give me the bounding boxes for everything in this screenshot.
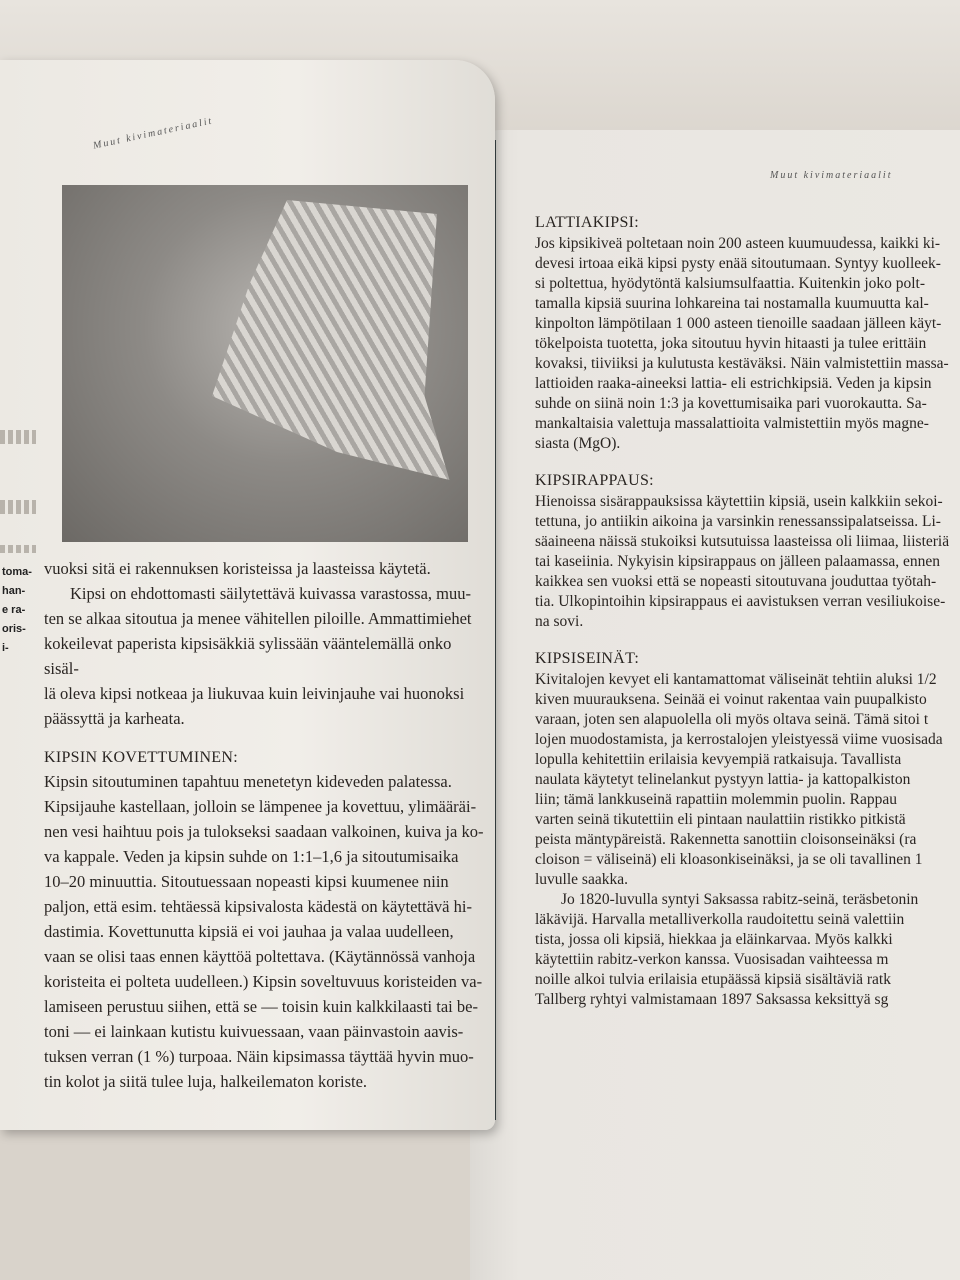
paragraph-line: naulata käytetyt telinelankut pystyyn lattia- ja kattopalkiston <box>535 771 911 788</box>
paragraph-line: vaan se olisi taas ennen käyttöä poltettava. (Käytännössä vanhoja <box>44 947 476 966</box>
paragraph-line: na sovi. <box>535 613 584 630</box>
paragraph-line: Kipsi on ehdottomasti säilytettävä kuivassa varastossa, muu- <box>70 584 471 603</box>
margin-fragment: e ra- <box>2 604 26 616</box>
paragraph-line: paljon, että esim. tehtäessä kipsivalosta kädestä on käytettävä hi- <box>44 897 472 916</box>
ornament-border <box>0 430 36 444</box>
paragraph-line: lojen muodostamista, ja kerrostalojen yleistyessä viime vuosisada <box>535 731 943 748</box>
paragraph-line: va kappale. Veden ja kipsin suhde on 1:1–1,6 ja sitoutumisaika <box>44 847 459 866</box>
plaster-fragment-image <box>212 200 462 480</box>
section-heading: KIPSISEINÄT: <box>535 650 640 667</box>
paragraph-line: kiven muurauksena. Seinää ei voinut rakentaa vain puupalkisto <box>535 691 927 708</box>
paragraph-line: Kipsin sitoutuminen tapahtuu menetetyn kideveden palatessa. <box>44 772 452 791</box>
paragraph-line: Tallberg ryhtyi valmistamaan 1897 Saksassa keksittyä sg <box>535 991 889 1008</box>
paragraph-line: lamiseen perustuu siihen, että se — toisin kuin kalkkilaasti tai be- <box>44 997 478 1016</box>
paragraph-line: tuksen verran (1 %) turpoaa. Näin kipsimassa täyttää hyvin muo- <box>44 1047 474 1066</box>
paragraph-line: si poltettua, hyödytöntä kalsiumsulfaattia. Kuitenkin joko polt- <box>535 275 926 292</box>
paragraph-line: luvulle saakka. <box>535 871 628 888</box>
right-page-text <box>535 212 953 1010</box>
paragraph-line: tista, jossa oli kipsiä, hiekkaa ja eläinkarvaa. Myös kalkki <box>535 931 893 948</box>
ornament-border <box>0 545 36 553</box>
paragraph-line: kokeilevat paperista kipsisäkkiä sylissään vääntelemällä onko sisäl- <box>44 634 452 678</box>
paragraph-line: käytettiin rabitz-verkon kanssa. Vuosisadan vaihteessa m <box>535 951 889 968</box>
paragraph-line: 10–20 minuuttia. Sitoutuessaan nopeasti kipsi kuumenee niin <box>44 872 449 891</box>
paragraph-line: mankaltaisia valettuja massalattioita valmistettiin myös magne- <box>535 415 929 432</box>
section-heading: LATTIAKIPSI: <box>535 214 640 231</box>
margin-fragment: oris- <box>2 623 26 635</box>
paragraph-line: kaikkea sen vuoksi että se nopeasti sitoutuvana jouduttaa työtah- <box>535 573 937 590</box>
paragraph-line: Jo 1820-luvulla syntyi Saksassa rabitz-seinä, teräsbetonin <box>561 891 919 908</box>
left-page-text <box>44 556 484 1094</box>
paragraph-line: cloison = väliseinä) eli kloasonkiseinäksi, ja se oli tavallinen 1 <box>535 851 923 868</box>
margin-fragment: toma- <box>2 566 32 578</box>
paragraph-line: Hienoissa sisärappauksissa käytettiin kipsiä, usein kalkkiin sekoi- <box>535 493 943 510</box>
paragraph-line: Kivitalojen kevyet eli kantamattomat väliseinät tehtiin aluksi 1/2 <box>535 671 937 688</box>
paragraph-line: noille alkoi tulvia erilaisia etupäässä kipsiä sisältäviä ratk <box>535 971 891 988</box>
paragraph-line: tai kaseiinia. Nykyisin kipsirappaus on jälleen palaamassa, ennen <box>535 553 941 570</box>
paragraph-line: päässyttä ja karheata. <box>44 709 185 728</box>
paragraph-line: suhde on siinä noin 1:3 ja kovettumisaika pari vuorokautta. Sa- <box>535 395 927 412</box>
paragraph-line: Jos kipsikiveä poltetaan noin 200 asteen kuumuudessa, kaikki ki- <box>535 235 941 252</box>
paragraph-line: tettuna, jo antiikin aikoina ja varsinkin renessanssipalatseissa. Li- <box>535 513 941 530</box>
paragraph-line: tia. Ulkopintoihin kipsirappaus ei aavistuksen verran vesiliukoise- <box>535 593 946 610</box>
paragraph-line: vuoksi sitä ei rakennuksen koristeissa ja laasteissa käytetä. <box>44 559 431 578</box>
plaster-fragment-photo <box>62 185 468 542</box>
paragraph-line: tökelpoista tuotetta, joka sitoutuu hyvin hitaasti ja tulee erittäin <box>535 335 927 352</box>
paragraph-line: varten seinä tikutettiin eli pintaan naulattiin ristikko pitkistä <box>535 811 906 828</box>
paragraph-line: lattioiden raaka-aineeksi lattia- eli estrichkipsiä. Veden ja kipsin <box>535 375 932 392</box>
paragraph-line: säaineena näissä stukoiksi kutsutuissa laasteissa oli liimaa, liisteriä <box>535 533 950 550</box>
paragraph-line: läkävijä. Harvalla metalliverkolla raudoitettu seinä valettiin <box>535 911 905 928</box>
paragraph-line: koristeita ei polteta uudelleen.) Kipsin soveltuvuus koristeiden va- <box>44 972 483 991</box>
paragraph-line: liin; tämä lankkuseinä rapattiin molemmin puolin. Rappau <box>535 791 898 808</box>
paragraph-line: varaan, joten sen alapuolella oli myös oltava seinä. Tämä sitoi t <box>535 711 929 728</box>
paragraph-line: lopulla kehitettiin erilaisia kevyempiä ratkaisuja. Tavallista <box>535 751 902 768</box>
margin-fragment: i- <box>2 642 9 654</box>
margin-fragment: han- <box>2 585 26 597</box>
paragraph-line: nen vesi haihtuu pois ja tulokseksi saadaan valkoinen, kuiva ja ko- <box>44 822 484 841</box>
paragraph-line: kinpolton lämpötilaan 1 000 asteen tienoille saadaan jälleen käyt- <box>535 315 942 332</box>
right-running-head: Muut kivimateriaalit <box>770 170 893 181</box>
paragraph-line: siasta (MgO). <box>535 435 621 452</box>
paragraph-line: toni — ei lainkaan kutistu kuivuessaan, vaan päinvastoin aavis- <box>44 1022 464 1041</box>
section-heading: KIPSIN KOVETTUMINEN: <box>44 749 238 766</box>
paragraph-line: tamalla kipsiä suurina lohkareina tai nostamalla kuumuutta kal- <box>535 295 929 312</box>
paragraph-line: peista mäntypäreistä. Rakennetta sanottiin cloisonseinäksi (ra <box>535 831 917 848</box>
paragraph-line: ten se alkaa sitoutua ja menee vähitellen piloille. Ammattimiehet <box>44 609 472 628</box>
paragraph-line: dastimia. Kovettunutta kipsiä ei voi jauhaa ja valaa uudelleen, <box>44 922 454 941</box>
ornament-border <box>0 500 36 514</box>
paragraph-line: kovaksi, tiiviiksi ja kulutusta kestäväksi. Näin valmistettiin massa- <box>535 355 949 372</box>
paragraph-line: Kipsijauhe kastellaan, jolloin se lämpenee ja kovettuu, ylimääräi- <box>44 797 477 816</box>
section-heading: KIPSIRAPPAUS: <box>535 472 654 489</box>
paragraph-line: lä oleva kipsi notkeaa ja liukuvaa kuin leivinjauhe vai huonoksi <box>44 684 465 703</box>
paragraph-line: tin kolot ja siitä tulee luja, halkeilematon koriste. <box>44 1072 368 1091</box>
left-running-head: Muut kivimateriaalit <box>92 115 215 152</box>
paragraph-line: devesi irtoaa eikä kipsi pysty enää sitoutumaan. Syntyy kuolleek- <box>535 255 941 272</box>
